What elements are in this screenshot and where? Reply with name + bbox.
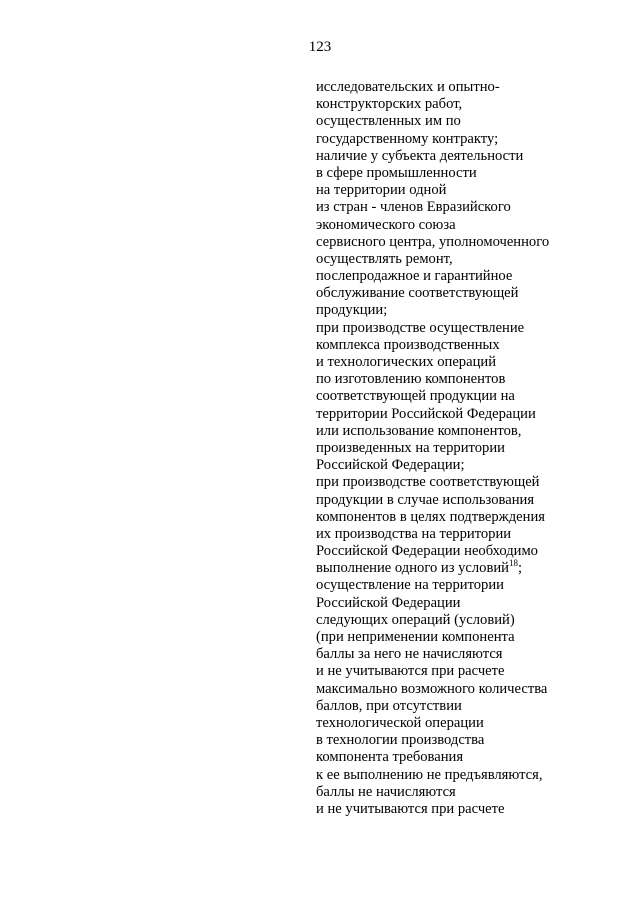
text-line-content: государственному контракту;	[316, 130, 499, 147]
text-line-content: баллов, при отсутствии	[316, 697, 462, 714]
text-line-content: послепродажное и гарантийное	[316, 268, 513, 285]
text-line-content: комплекса производственных	[316, 336, 500, 353]
text-line	[316, 268, 626, 285]
text-line-content: Российской Федерации	[316, 594, 461, 611]
text-line-content: выполнение одного из условий	[316, 560, 509, 577]
text-line	[316, 629, 626, 646]
text-line	[316, 285, 626, 302]
text-line	[316, 663, 626, 680]
text-line	[316, 131, 626, 148]
text-line	[316, 182, 626, 199]
text-line-content: сервисного центра, уполномоченного	[316, 233, 550, 250]
text-line-content: в технологии производства	[316, 732, 485, 749]
text-line-content: Российской Федерации;	[316, 457, 465, 474]
text-line-content: (при неприменении компонента	[316, 629, 515, 645]
text-line	[316, 474, 626, 491]
text-line-content: и технологических операций	[316, 354, 496, 370]
text-line-content: наличие у субъекта деятельности	[316, 147, 524, 164]
text-line	[316, 79, 626, 96]
text-line-content: осуществление на территории	[316, 577, 504, 594]
text-line	[316, 749, 626, 766]
text-line	[316, 371, 626, 388]
text-line	[316, 509, 626, 526]
text-line-content: к ее выполнению не предъявляются,	[316, 766, 543, 783]
text-line-content: в сфере промышленности	[316, 164, 477, 181]
text-line	[316, 646, 626, 663]
text-line	[316, 320, 626, 337]
text-line-content: и не учитываются при расчете	[316, 800, 505, 817]
text-line	[316, 165, 626, 182]
text-line	[316, 96, 626, 113]
text-line-content: максимально возможного количества	[316, 680, 548, 697]
text-line-content: обслуживание соответствующей	[316, 285, 519, 302]
text-line-content: Российской Федерации необходимо	[316, 543, 538, 560]
text-line-content: при производстве соответствующей	[316, 474, 540, 491]
text-line-content: исследовательских и опытно-	[316, 79, 500, 95]
text-line	[316, 801, 626, 818]
text-line	[316, 715, 626, 732]
text-line-content: из стран - членов Евразийского	[316, 199, 511, 216]
text-line-content: технологической операции	[316, 714, 484, 731]
text-line-punctuation: ;	[518, 560, 523, 577]
text-line	[316, 784, 626, 801]
text-line	[316, 543, 626, 560]
text-line	[316, 698, 626, 715]
text-line-content: баллы за него не начисляются	[316, 646, 503, 663]
text-line	[316, 354, 626, 371]
text-line-content: при производстве осуществление	[316, 319, 525, 336]
text-line-content: и не учитываются при расчете	[316, 663, 505, 680]
text-line-content: компонентов в целях подтверждения	[316, 508, 545, 525]
text-line-content: осуществлять ремонт,	[316, 250, 453, 267]
text-line-content: на территории одной	[316, 182, 447, 199]
text-line	[316, 148, 626, 165]
page-number: 123	[308, 39, 332, 55]
text-line	[316, 302, 626, 319]
text-line-content: или использование компонентов,	[316, 422, 522, 439]
footnote-reference: 18	[509, 558, 518, 569]
text-line-content: произведенных на территории	[316, 439, 505, 456]
text-line	[316, 217, 626, 234]
text-line	[316, 440, 626, 457]
text-line	[316, 560, 626, 577]
text-line	[316, 492, 626, 509]
text-line-content: экономического союза	[316, 216, 456, 233]
text-line-content: продукции в случае использования	[316, 491, 535, 508]
text-line	[316, 199, 626, 216]
text-line	[316, 234, 626, 251]
text-line	[316, 388, 626, 405]
text-line	[316, 526, 626, 543]
text-line	[316, 681, 626, 698]
text-line	[316, 767, 626, 784]
text-line-content: конструкторских работ,	[316, 96, 463, 113]
text-line-content: по изготовлению компонентов	[316, 371, 506, 388]
text-line	[316, 612, 626, 629]
text-line-content: следующих операций (условий)	[316, 611, 515, 628]
text-line-content: компонента требования	[316, 749, 464, 766]
body-text-column	[316, 79, 626, 818]
text-line-content: их производства на территории	[316, 525, 512, 542]
text-line	[316, 337, 626, 354]
text-line-content: продукции;	[316, 302, 388, 319]
text-line	[316, 251, 626, 268]
text-line	[316, 732, 626, 749]
text-line	[316, 457, 626, 474]
text-line-content: осуществленных им по	[316, 113, 461, 130]
text-line	[316, 577, 626, 594]
text-line	[316, 595, 626, 612]
text-line-content: баллы не начисляются	[316, 783, 456, 800]
text-line	[316, 113, 626, 130]
text-line	[316, 423, 626, 440]
text-line-content: территории Российской Федерации	[316, 405, 536, 422]
text-line	[316, 406, 626, 423]
text-line-content: соответствующей продукции на	[316, 388, 515, 405]
